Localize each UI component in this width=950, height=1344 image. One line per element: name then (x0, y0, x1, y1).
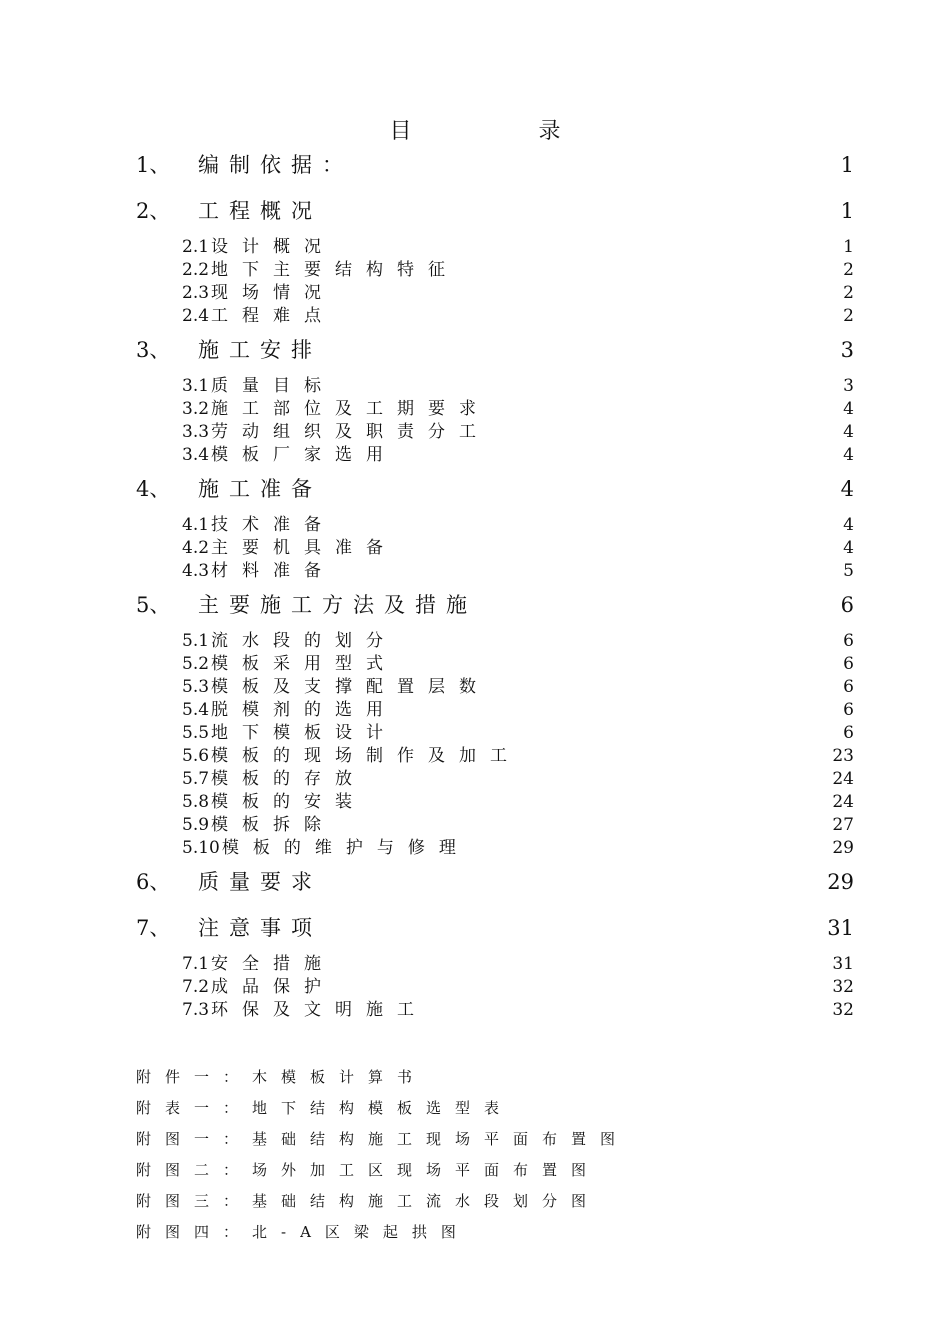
toc-label: 施工安排 (198, 338, 322, 362)
toc-label: 模板的存放 (211, 769, 367, 789)
toc-entry[interactable] (182, 533, 854, 558)
toc-entry[interactable] (182, 255, 854, 280)
toc-entry[interactable] (182, 787, 854, 812)
toc-number: 5.10 (182, 838, 220, 858)
toc-entry[interactable] (182, 949, 854, 974)
toc-entry[interactable] (182, 810, 854, 835)
toc-number: 5.1 (182, 631, 210, 651)
toc-label: 编制依据： (198, 153, 353, 177)
toc-entry[interactable] (182, 371, 854, 396)
toc-number: 1、 (136, 153, 171, 177)
toc-entry[interactable] (182, 649, 854, 674)
toc-entry[interactable] (182, 301, 854, 326)
toc-entry[interactable] (182, 972, 854, 997)
toc-label: 模板的维护与修理 (221, 838, 470, 858)
toc-label: 质量目标 (211, 376, 336, 396)
toc-number: 5、 (136, 593, 171, 617)
toc-label: 注意事项 (198, 916, 322, 940)
attachment-item[interactable]: 附图三：基础结构施工流水段划分图 (136, 1192, 601, 1210)
toc-entry[interactable] (182, 394, 854, 419)
toc-number: 7.1 (182, 954, 210, 974)
toc-number: 4.3 (182, 561, 210, 581)
attachment-item[interactable]: 附表一：地下结构模板选型表 (136, 1099, 514, 1117)
toc-entry[interactable] (182, 833, 854, 858)
toc-number: 5.3 (182, 677, 210, 697)
toc-label: 成品保护 (211, 977, 336, 997)
toc-entry[interactable] (136, 589, 854, 619)
toc-page: 6 (843, 723, 854, 743)
toc-label: 工程概况 (198, 199, 322, 223)
toc-page: 4 (840, 477, 854, 501)
toc-page: 3 (840, 338, 854, 362)
toc-page: 6 (843, 677, 854, 697)
toc-label: 模板采用型式 (211, 654, 398, 674)
toc-page: 6 (840, 593, 854, 617)
toc-label: 模板的安装 (211, 792, 367, 812)
toc-entry[interactable] (182, 741, 854, 766)
toc-entry[interactable] (136, 149, 854, 179)
toc-page: 2 (843, 306, 854, 326)
toc-number: 3.1 (182, 376, 210, 396)
toc-label: 环保及文明施工 (211, 1000, 429, 1020)
page-title: 目 录 (389, 119, 621, 144)
toc-number: 3.2 (182, 399, 210, 419)
toc-page: 4 (843, 422, 854, 442)
toc-entry[interactable] (182, 556, 854, 581)
toc-label: 主要施工方法及措施 (198, 593, 477, 617)
toc-entry[interactable] (182, 440, 854, 465)
toc-page: 32 (832, 1000, 854, 1020)
toc-label: 地下模板设计 (211, 723, 398, 743)
toc-entry[interactable] (136, 334, 854, 364)
toc-entry[interactable] (136, 866, 854, 896)
toc-page: 6 (843, 700, 854, 720)
toc-page: 23 (832, 746, 854, 766)
toc-page: 6 (843, 654, 854, 674)
toc-entry[interactable] (182, 672, 854, 697)
toc-number: 5.2 (182, 654, 210, 674)
toc-number: 3、 (136, 338, 171, 362)
attachment-item[interactable]: 附件一：木模板计算书 (136, 1068, 427, 1086)
toc-page: 6 (843, 631, 854, 651)
toc-number: 2.2 (182, 260, 210, 280)
toc-label: 劳动组织及职责分工 (211, 422, 491, 442)
toc-page: 29 (832, 838, 854, 858)
toc-page: 31 (827, 916, 854, 940)
toc-label: 流水段的划分 (211, 631, 398, 651)
toc-label: 施工部位及工期要求 (211, 399, 491, 419)
toc-label: 施工准备 (198, 477, 322, 501)
toc-label: 工程难点 (211, 306, 336, 326)
toc-label: 材料准备 (211, 561, 336, 581)
toc-label: 技术准备 (211, 515, 336, 535)
toc-number: 2.4 (182, 306, 210, 326)
toc-number: 2.1 (182, 237, 210, 257)
toc-label: 现场情况 (211, 283, 336, 303)
toc-number: 2、 (136, 199, 171, 223)
toc-number: 4.1 (182, 515, 210, 535)
toc-number: 7、 (136, 916, 171, 940)
toc-number: 5.4 (182, 700, 210, 720)
toc-page: 2 (843, 283, 854, 303)
toc-number: 5.9 (182, 815, 210, 835)
toc-page: 1 (840, 153, 854, 177)
toc-entry[interactable] (182, 718, 854, 743)
toc-entry[interactable] (182, 695, 854, 720)
toc-label: 设计概况 (211, 237, 336, 257)
toc-label: 模板厂家选用 (211, 445, 398, 465)
toc-number: 7.2 (182, 977, 210, 997)
toc-label: 地下主要结构特征 (211, 260, 460, 280)
toc-number: 4、 (136, 477, 171, 501)
toc-page: 4 (843, 515, 854, 535)
toc-page: 1 (840, 199, 854, 223)
toc-page: 31 (832, 954, 854, 974)
toc-page: 4 (843, 538, 854, 558)
toc-number: 6、 (136, 870, 171, 894)
toc-label: 脱模剂的选用 (211, 700, 398, 720)
toc-number: 5.7 (182, 769, 210, 789)
toc-page: 1 (843, 237, 854, 257)
toc-number: 4.2 (182, 538, 210, 558)
toc-page: 3 (843, 376, 854, 396)
toc-label: 模板拆除 (211, 815, 336, 835)
toc-entry[interactable] (182, 278, 854, 303)
toc-label: 模板及支撑配置层数 (211, 677, 491, 697)
toc-label: 安全措施 (211, 954, 336, 974)
toc-entry[interactable] (136, 473, 854, 503)
toc-number: 2.3 (182, 283, 210, 303)
attachment-item[interactable]: 附图二：场外加工区现场平面布置图 (136, 1161, 601, 1179)
toc-number: 5.8 (182, 792, 210, 812)
toc-number: 5.5 (182, 723, 210, 743)
toc-entry[interactable] (136, 912, 854, 942)
toc-page: 4 (843, 399, 854, 419)
toc-page: 32 (832, 977, 854, 997)
toc-entry[interactable] (182, 232, 854, 257)
toc-entry[interactable] (182, 626, 854, 651)
toc-page: 29 (827, 870, 854, 894)
toc-entry[interactable] (182, 764, 854, 789)
toc-page: 2 (843, 260, 854, 280)
toc-number: 3.4 (182, 445, 210, 465)
toc-label: 模板的现场制作及加工 (211, 746, 522, 766)
toc-number: 3.3 (182, 422, 210, 442)
toc-page: 24 (832, 792, 854, 812)
toc-number: 7.3 (182, 1000, 210, 1020)
toc-entry[interactable] (136, 195, 854, 225)
toc-entry[interactable] (182, 510, 854, 535)
toc-page: 4 (843, 445, 854, 465)
attachment-item[interactable]: 附图一：基础结构施工现场平面布置图 (136, 1130, 630, 1148)
toc-page: 5 (843, 561, 854, 581)
toc-page: 24 (832, 769, 854, 789)
toc-entry[interactable] (182, 995, 854, 1020)
toc-label: 主要机具准备 (211, 538, 398, 558)
toc-number: 5.6 (182, 746, 210, 766)
toc-entry[interactable] (182, 417, 854, 442)
toc-page: 27 (832, 815, 854, 835)
attachment-item[interactable]: 附图四：北-A区梁起拱图 (136, 1223, 470, 1241)
toc-label: 质量要求 (198, 870, 322, 894)
